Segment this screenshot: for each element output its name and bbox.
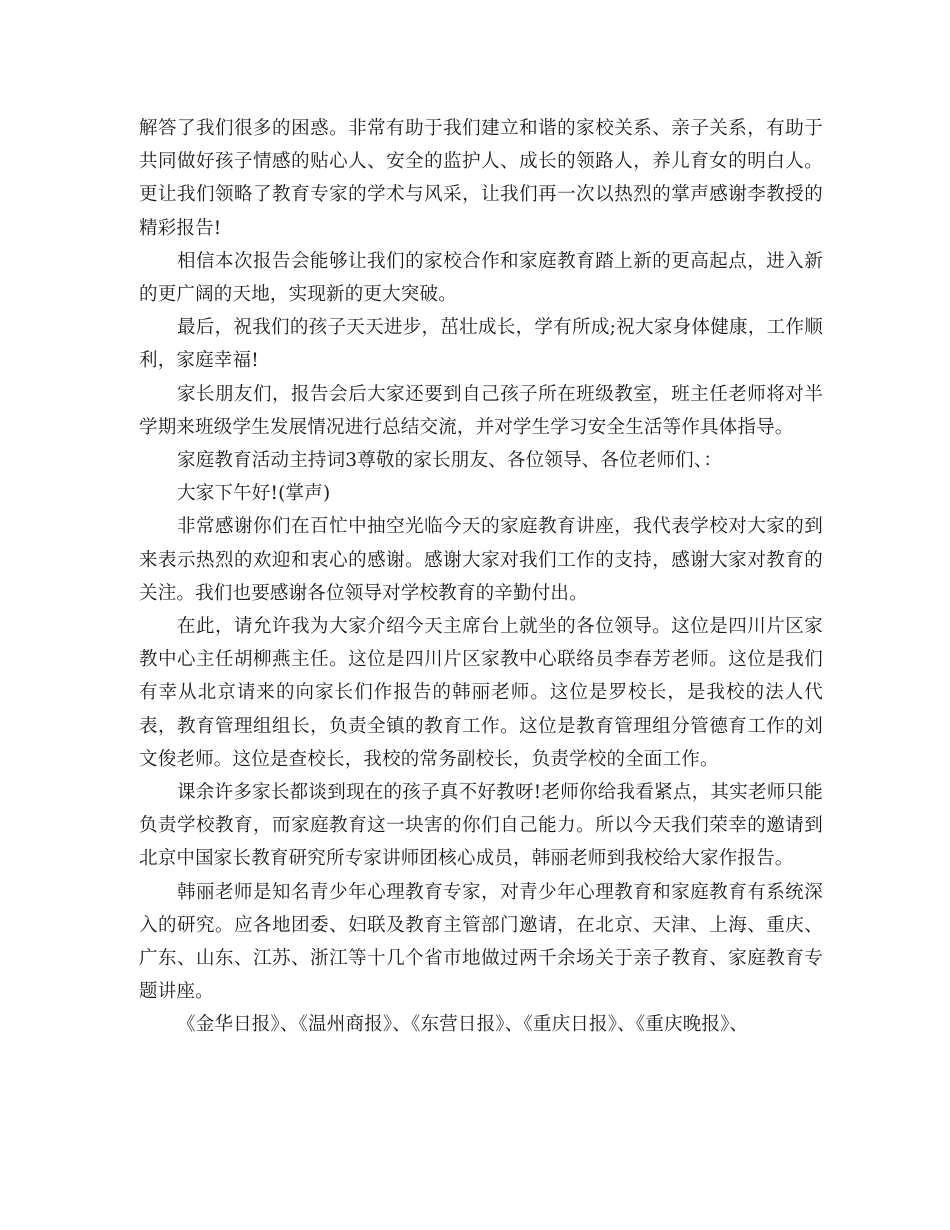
paragraph: 最后，祝我们的孩子天天进步，茁壮成长，学有所成;祝大家身体健康，工作顺利，家庭幸福! [139, 317, 823, 372]
paragraph: 韩丽老师是知名青少年心理教育专家，对青少年心理教育和家庭教育有系统深入的研究。应各地团委、妇联及教育主管部门邀请，在北京、天津、上海、重庆、广东、山东、江苏、浙江等十几个省市地做过两千余场关于亲子教育、家庭教育专题讲座。 [139, 881, 823, 1003]
greeting-paragraph: 大家下午好!(掌声) [177, 483, 331, 505]
paragraph: 《金华日报》、《温州商报》、《东营日报》、《重庆日报》、《重庆晚报》、 [177, 1014, 749, 1036]
paragraph-continued: 解答了我们很多的困惑。非常有助于我们建立和谐的家校关系、亲子关系，有助于共同做好孩子情感的贴心人、安全的监护人、成长的领路人，养儿育女的明白人。更让我们领略了教育专家的学术与风采，让我们再一次以热烈的掌声感谢李教授的精彩报告! [139, 118, 823, 239]
document-body [139, 112, 823, 1042]
section-heading-paragraph: 家庭教育活动主持词3尊敬的家长朋友、各位领导、各位老师们、： [177, 450, 723, 472]
paragraph: 课余许多家长都谈到现在的孩子真不好教呀!老师你给我看紧点，其实老师只能负责学校教育，而家庭教育这一块害的你们自己能力。所以今天我们荣幸的邀请到北京中国家长教育研究所专家讲师团核心成员，韩丽老师到我校给大家作报告。 [139, 782, 823, 870]
paragraph: 在此，请允许我为大家介绍今天主席台上就坐的各位领导。这位是四川片区家教中心主任胡柳燕主任。这位是四川片区家教中心联络员李春芳老师。这位是我们有幸从北京请来的向家长们作报告的韩丽老师。这位是罗校长，是我校的法人代表，教育管理组组长，负责全镇的教育工作。这位是教育管理组分管德育工作的刘文俊老师。这位是查校长，我校的常务副校长，负责学校的全面工作。 [139, 616, 823, 770]
paragraph: 相信本次报告会能够让我们的家校合作和家庭教育踏上新的更高起点，进入新的更广阔的天地，实现新的更大突破。 [139, 250, 823, 306]
paragraph: 家长朋友们，报告会后大家还要到自己孩子所在班级教室，班主任老师将对半学期来班级学生发展情况进行总结交流，并对学生学习安全生活等作具体指导。 [139, 383, 823, 438]
paragraph: 非常感谢你们在百忙中抽空光临今天的家庭教育讲座，我代表学校对大家的到来表示热烈的欢迎和衷心的感谢。感谢大家对我们工作的支持，感谢大家对教育的关注。我们也要感谢各位领导对学校教育的辛勤付出。 [139, 516, 823, 604]
